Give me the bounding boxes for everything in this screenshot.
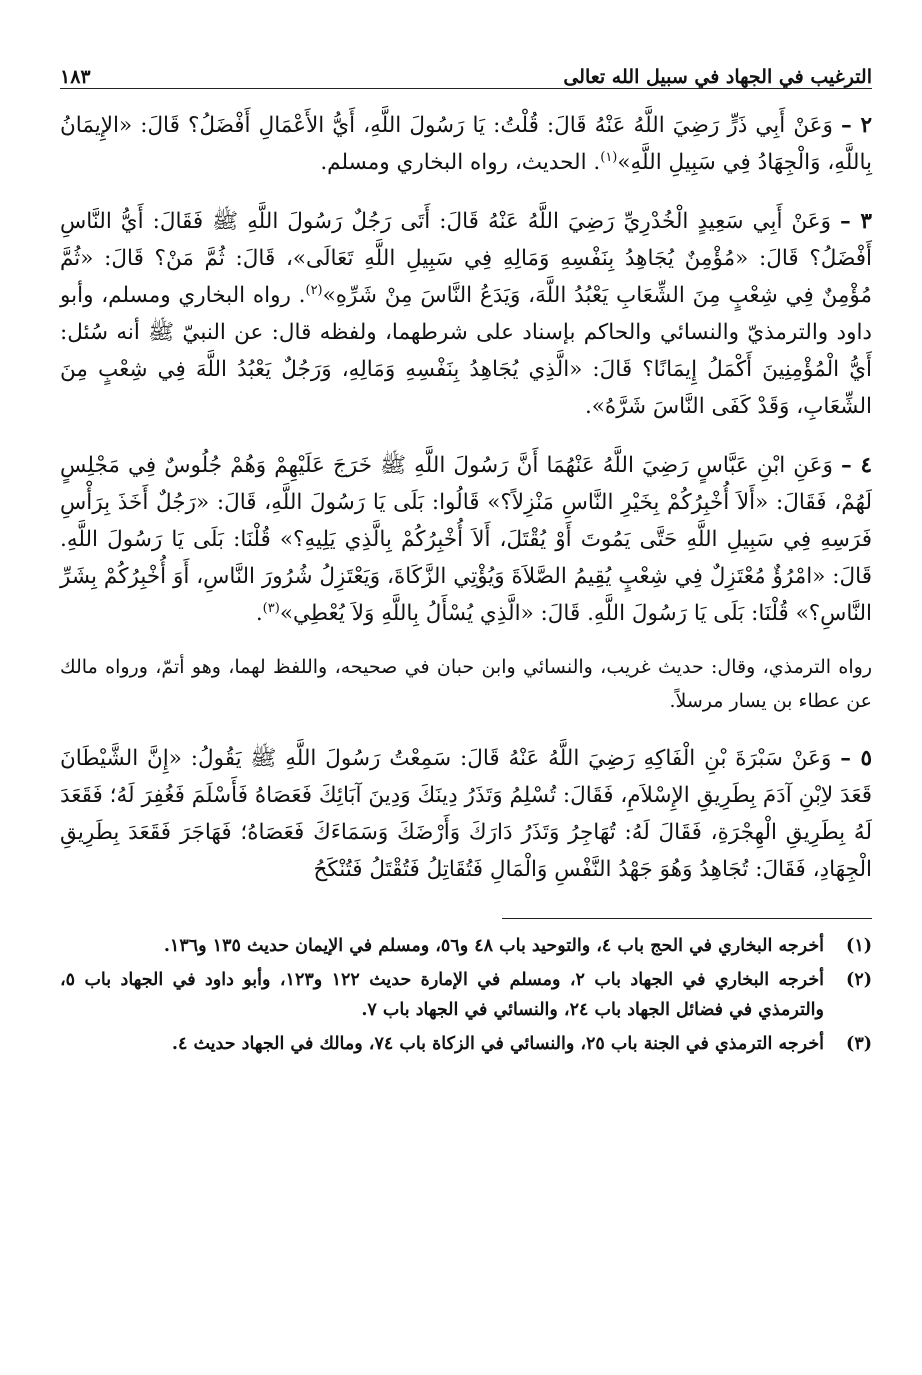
page-number: ١٨٣ bbox=[60, 66, 91, 88]
footnote-marker: (١) bbox=[846, 936, 872, 956]
hadith-4-note: رواه الترمذي، وقال: حديث غريب، والنسائي وابن حبان في صحيحه، واللفظ لهما، وهو أتمّ، ورواه مالك عن عطاء بن يسار مرسلاً. bbox=[60, 656, 872, 712]
hadith-text: وَعَنْ أَبِي ذَرٍّ رَضِيَ اللَّهُ عَنْهُ قَالَ: قُلْتُ: يَا رَسُولَ اللَّهِ، أَيُّ الأَعْمَالِ أَفْضَلُ؟ قَالَ: «الإِيمَانُ بِاللَّهِ، وَالْجِهَادُ فِي سَبِيلِ اللَّهِ» bbox=[60, 113, 872, 175]
page-content bbox=[60, 107, 872, 888]
header-title: الترغيب في الجهاد في سبيل الله تعالى bbox=[563, 66, 872, 88]
footnote-text: أخرجه البخاري في الجهاد باب ٢، ومسلم في الإمارة حديث ١٢٢ و١٢٣، وأبو داود في الجهاد باب ٥، والترمذي في فضائل الجهاد باب ٢٤، والنسائي في الجهاد باب ٧. bbox=[60, 970, 825, 1020]
footnote-2 bbox=[60, 965, 872, 1025]
hadith-source: . رواه البخاري ومسلم، وأبو داود والترمذيّ والنسائي والحاكم بإسناد على شرطهما، ولفظه قال: عن النبيّ ﷺ أنه سُئل: أَيُّ الْمُؤْمِنِينَ أَكْمَلُ إِيمَانًا؟ قَالَ: «الَّذِي يُجَاهِدُ بِنَفْسِهِ وَمَالِهِ، وَرَجُلٌ يَعْبُدُ اللَّهَ فِي شِعْبٍ مِنَ الشِّعَابِ، وَقَدْ كَفَى النَّاسَ شَرَّهُ». bbox=[60, 283, 872, 419]
book-page bbox=[60, 48, 872, 1063]
hadith-text: وَعَنْ أَبِي سَعِيدٍ الْخُدْرِيِّ رَضِيَ اللَّهُ عَنْهُ قَالَ: أَتَى رَجُلٌ رَسُولَ اللَّهِ ﷺ فَقَالَ: أَيُّ النَّاسِ أَفْضَلُ؟ قَالَ: «مُؤْمِنٌ يُجَاهِدُ بِنَفْسِهِ وَمَالِهِ فِي سَبِيلِ اللَّهِ تَعَالَى»، قَالَ: ثُمَّ مَنْ؟ قَالَ: «ثُمَّ مُؤْمِنٌ فِي شِعْبٍ مِنَ الشِّعَابِ يَعْبُدُ اللَّهَ، وَيَدَعُ النَّاسَ مِنْ شَرِّهِ» bbox=[60, 209, 873, 308]
footnotes bbox=[60, 931, 872, 1059]
running-header bbox=[60, 48, 872, 89]
footnote-text: أخرجه البخاري في الحج باب ٤، والتوحيد باب ٤٨ و٥٦، ومسلم في الإيمان حديث ١٣٥ و١٣٦. bbox=[163, 936, 824, 956]
hadith-text: وَعَنْ سَبْرَةَ بْنِ الْفَاكِهِ رَضِيَ اللَّهُ عَنْهُ قَالَ: سَمِعْتُ رَسُولَ اللَّهِ ﷺ يَقُولُ: «إِنَّ الشَّيْطَانَ قَعَدَ لاِبْنِ آدَمَ بِطَرِيقِ الإِسْلاَمِ، فَقَالَ: تُسْلِمُ وَتَذَرُ دِينَكَ وَدِينَ آبَائِكَ فَعَصَاهُ فَأَسْلَمَ فَغُفِرَ لَهُ؛ فَقَعَدَ لَهُ بِطَرِيقِ الْهِجْرَةِ، فَقَالَ لَهُ: تُهَاجِرُ وَتَذَرُ دَارَكَ وَأَرْضَكَ وَسَمَاءَكَ فَعَصَاهُ؛ فَهَاجَرَ فَقَعَدَ بِطَرِيقِ الْجِهَادِ، فَقَالَ: تُجَاهِدُ وَهُوَ جَهْدُ النَّفْسِ وَالْمَالِ فَتُقَاتِلُ فَتُقْتَلُ فَتُنْكَحُ bbox=[60, 746, 872, 882]
footnote-marker: (٣) bbox=[846, 1034, 872, 1054]
hadith-end: . bbox=[255, 601, 263, 626]
footnote-text: أخرجه الترمذي في الجنة باب ٢٥، والنسائي في الزكاة باب ٧٤، ومالك في الجهاد حديث ٤. bbox=[171, 1034, 824, 1054]
footnote-ref: (٢) bbox=[305, 282, 323, 298]
hadith-number: ٣ – bbox=[840, 209, 872, 234]
footnote-ref: (٣) bbox=[262, 600, 280, 616]
hadith-3 bbox=[60, 203, 872, 425]
footnote-marker: (٢) bbox=[846, 970, 872, 990]
hadith-number: ٤ – bbox=[840, 453, 872, 478]
footnote-3 bbox=[60, 1029, 872, 1059]
hadith-text: وَعَنِ ابْنِ عَبَّاسٍ رَضِيَ اللَّهُ عَنْهُمَا أَنَّ رَسُولَ اللَّهِ ﷺ خَرَجَ عَلَيْهِمْ وَهُمْ جُلُوسٌ فِي مَجْلِسٍ لَهُمْ، فَقَالَ: «أَلاَ أُخْبِرُكُمْ بِخَيْرِ النَّاسِ مَنْزِلاً؟» قَالُوا: بَلَى يَا رَسُولَ اللَّهِ، قَالَ: «رَجُلٌ أَخَذَ بِرَأْسِ فَرَسِهِ فِي سَبِيلِ اللَّهِ حَتَّى يَمُوتَ أَوْ يُقْتَلَ، أَلاَ أُخْبِرُكُمْ بِالَّذِي يَلِيهِ؟» قُلْنَا: بَلَى يَا رَسُولَ اللَّهِ. قَالَ: «امْرُؤٌ مُعْتَزِلٌ فِي شِعْبٍ يُقِيمُ الصَّلاَةَ وَيُؤْتِي الزَّكَاةَ، وَيَعْتَزِلُ شُرُورَ النَّاسِ، أَوَ أُخْبِرُكُمْ بِشَرِّ النَّاسِ؟» قُلْنَا: بَلَى يَا رَسُولَ اللَّهِ. قَالَ: «الَّذِي يُسْأَلُ بِاللَّهِ وَلاَ يُعْطِي» bbox=[60, 453, 872, 626]
hadith-4 bbox=[60, 447, 872, 632]
footnote-1 bbox=[60, 931, 872, 961]
hadith-number: ٢ – bbox=[840, 113, 872, 138]
hadith-5 bbox=[60, 740, 872, 888]
hadith-number: ٥ – bbox=[840, 746, 872, 771]
footnote-ref: (١) bbox=[600, 149, 618, 165]
hadith-source: . الحديث، رواه البخاري ومسلم. bbox=[320, 150, 601, 175]
hadith-2 bbox=[60, 107, 872, 181]
footnote-divider bbox=[502, 918, 872, 919]
